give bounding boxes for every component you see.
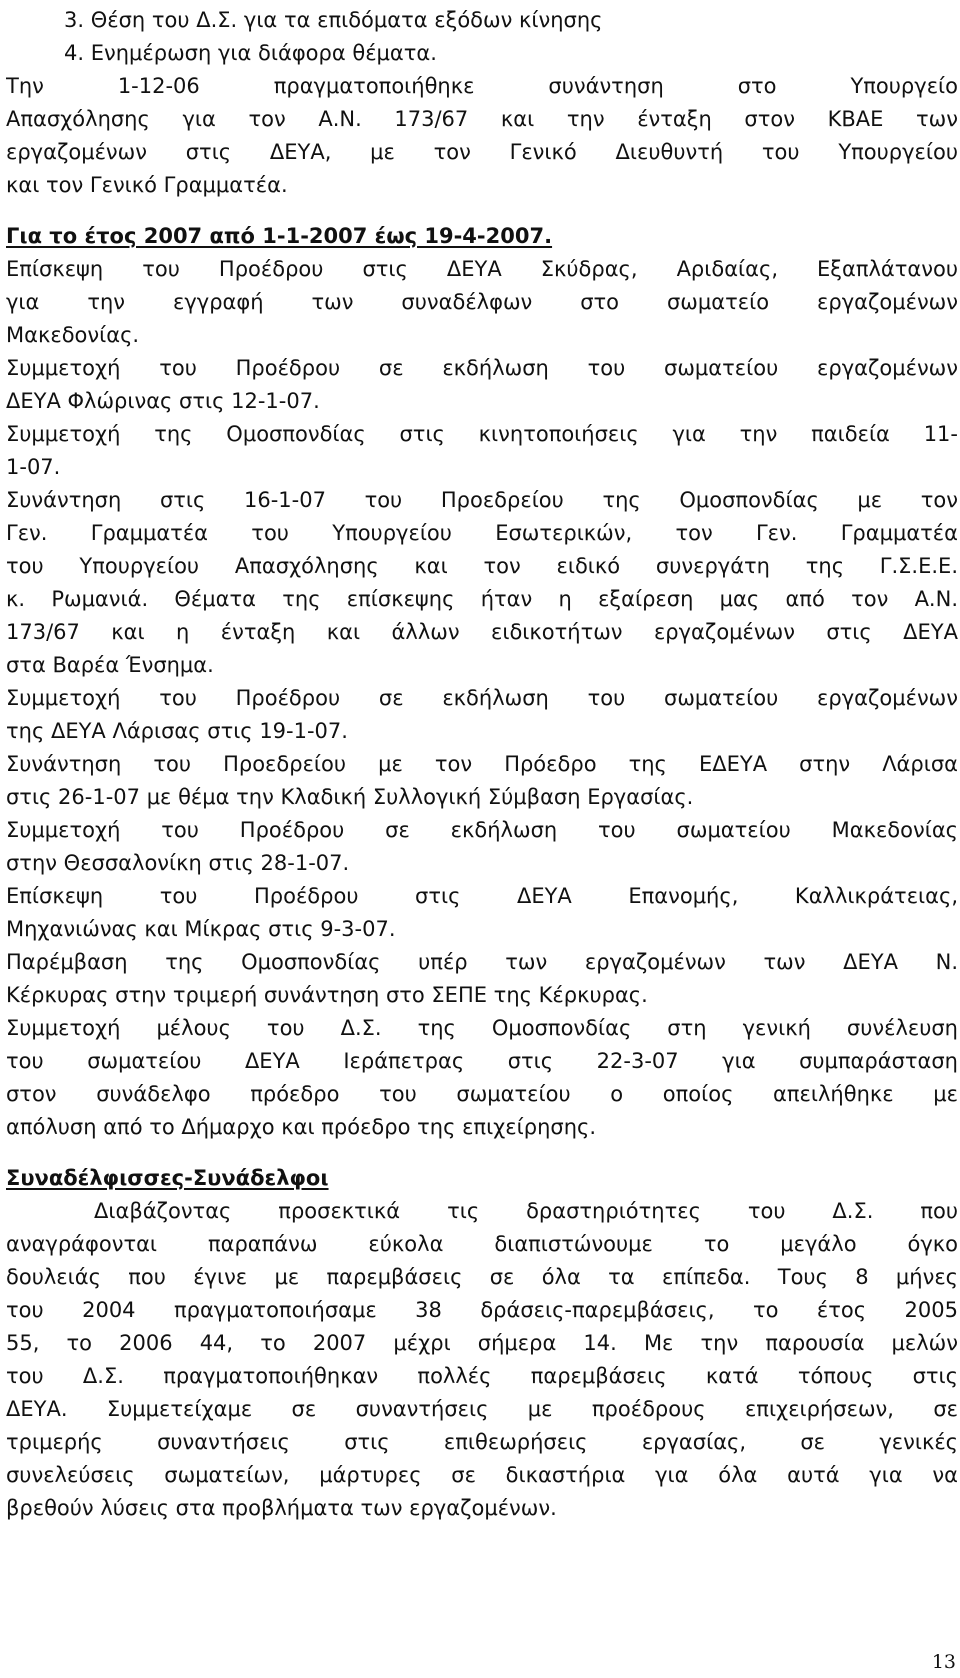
activity-line: Συνάντηση του Προεδρείου με τον Πρόεδρο της ΕΔΕΥΑ στην Λάρισα [6, 752, 958, 776]
activity-line: στα Βαρέα Ένσημα. [6, 653, 214, 677]
document-body [6, 4, 958, 1525]
closing-line: τριμερής συναντήσεις στις επιθεωρήσεις εργασίας, σε γενικές [6, 1430, 958, 1454]
activity-line: Κέρκυρας στην τριμερή συνάντηση στο ΣΕΠΕ της Κέρκυρας. [6, 983, 648, 1007]
activity-line: απόλυση από το Δήμαρχο και πρόεδρο της επιχείρησης. [6, 1115, 597, 1139]
activity-line: ΔΕΥΑ Φλώρινας στις 12-1-07. [6, 389, 320, 413]
activity-line: για την εγγραφή των συναδέλφων στο σωματείο εργαζομένων [6, 290, 958, 314]
activity-line: Συμμετοχή μέλους του Δ.Σ. της Ομοσπονδίας στη γενική συνέλευση [6, 1016, 958, 1040]
paragraph-line: Απασχόλησης για τον Α.Ν. 173/67 και την ένταξη στον ΚΒΑΕ των [6, 107, 958, 131]
closing-line: συνελεύσεις σωματείων, μάρτυρες σε δικαστήρια για όλα αυτά για να [6, 1463, 958, 1487]
closing-line: του Δ.Σ. πραγματοποιήθηκαν πολλές παρεμβάσεις κατά τόπους στις [6, 1364, 958, 1388]
list-item-text: Ενημέρωση για διάφορα θέματα. [90, 41, 437, 65]
paragraph-line: Την 1-12-06 πραγματοποιήθηκε συνάντηση στο Υπουργείο [6, 74, 958, 98]
closing-heading: Συναδέλφισσες-Συνάδελφοι [6, 1166, 329, 1190]
activity-line: στον συνάδελφο πρόεδρο του σωματείου ο οποίος απειλήθηκε με [6, 1082, 958, 1106]
activity-line: του Υπουργείου Απασχόλησης και τον ειδικό συνεργάτη της Γ.Σ.Ε.Ε. [6, 554, 958, 578]
paragraph-line: εργαζομένων στις ΔΕΥΑ, με τον Γενικό Διευθυντή του Υπουργείου [6, 140, 958, 164]
closing-line: ΔΕΥΑ. Συμμετείχαμε σε συναντήσεις με προέδρους επιχειρήσεων, σε [6, 1397, 958, 1421]
list-item-4 [6, 37, 958, 70]
activity-line: 173/67 και η ένταξη και άλλων ειδικοτήτων εργαζομένων στις ΔΕΥΑ [6, 620, 958, 644]
activity-line: Συμμετοχή της Ομοσπονδίας στις κινητοποιήσεις για την παιδεία 11- [6, 422, 958, 446]
activity-line: του σωματείου ΔΕΥΑ Ιεράπετρας στις 22-3-07 για συμπαράσταση [6, 1049, 958, 1073]
closing-line: 55, το 2006 44, το 2007 μέχρι σήμερα 14. Με την παρουσία μελών [6, 1331, 958, 1355]
activity-line: Μακεδονίας. [6, 323, 140, 347]
activity-line: Συμμετοχή του Προέδρου σε εκδήλωση του σωματείου Μακεδονίας [6, 818, 958, 842]
closing-line: δουλειάς που έγινε με παρεμβάσεις σε όλα τα επίπεδα. Τους 8 μήνες [6, 1265, 958, 1289]
closing-line: αναγράφονται παραπάνω εύκολα διαπιστώνουμε το μεγάλο όγκο [6, 1232, 958, 1256]
closing-line: Διαβάζοντας προσεκτικά τις δραστηριότητες του Δ.Σ. που [94, 1199, 958, 1223]
activity-line: 1-07. [6, 455, 61, 479]
list-item-number: 4. [64, 41, 85, 65]
list-item-3 [6, 4, 958, 37]
activity-line: Παρέμβαση της Ομοσπονδίας υπέρ των εργαζομένων των ΔΕΥΑ Ν. [6, 950, 958, 974]
list-item-text: Θέση του Δ.Σ. για τα επιδόματα εξόδων κίνησης [90, 8, 603, 32]
closing-line: βρεθούν λύσεις στα προβλήματα των εργαζομένων. [6, 1496, 557, 1520]
activity-line: κ. Ρωμανιά. Θέματα της επίσκεψης ήταν η εξαίρεση μας από τον Α.Ν. [6, 587, 958, 611]
page-number: 13 [931, 1651, 956, 1673]
activity-line: Γεν. Γραμματέα του Υπουργείου Εσωτερικών, τον Γεν. Γραμματέα [6, 521, 958, 545]
activity-line: Συνάντηση στις 16-1-07 του Προεδρείου της Ομοσπονδίας με τον [6, 488, 958, 512]
activity-line: της ΔΕΥΑ Λάρισας στις 19-1-07. [6, 719, 348, 743]
activity-line: Συμμετοχή του Προέδρου σε εκδήλωση του σωματείου εργαζομένων [6, 356, 958, 380]
activity-line: Μηχανιώνας και Μίκρας στις 9-3-07. [6, 917, 396, 941]
section-heading: Για το έτος 2007 από 1-1-2007 έως 19-4-2007. [6, 224, 553, 248]
spacer [6, 202, 958, 220]
activity-line: στην Θεσσαλονίκη στις 28-1-07. [6, 851, 350, 875]
closing-line: του 2004 πραγματοποιήσαμε 38 δράσεις-παρεμβάσεις, το έτος 2005 [6, 1298, 958, 1322]
list-item-number: 3. [64, 8, 85, 32]
activity-line: στις 26-1-07 με θέμα την Κλαδική Συλλογική Σύμβαση Εργασίας. [6, 785, 694, 809]
activity-line: Επίσκεψη του Προέδρου στις ΔΕΥΑ Σκύδρας, Αριδαίας, Εξαπλάτανου [6, 257, 958, 281]
activity-line: Επίσκεψη του Προέδρου στις ΔΕΥΑ Επανομής, Καλλικράτειας, [6, 884, 958, 908]
activity-line: Συμμετοχή του Προέδρου σε εκδήλωση του σωματείου εργαζομένων [6, 686, 958, 710]
spacer [6, 1144, 958, 1162]
paragraph-line: και τον Γενικό Γραμματέα. [6, 173, 288, 197]
